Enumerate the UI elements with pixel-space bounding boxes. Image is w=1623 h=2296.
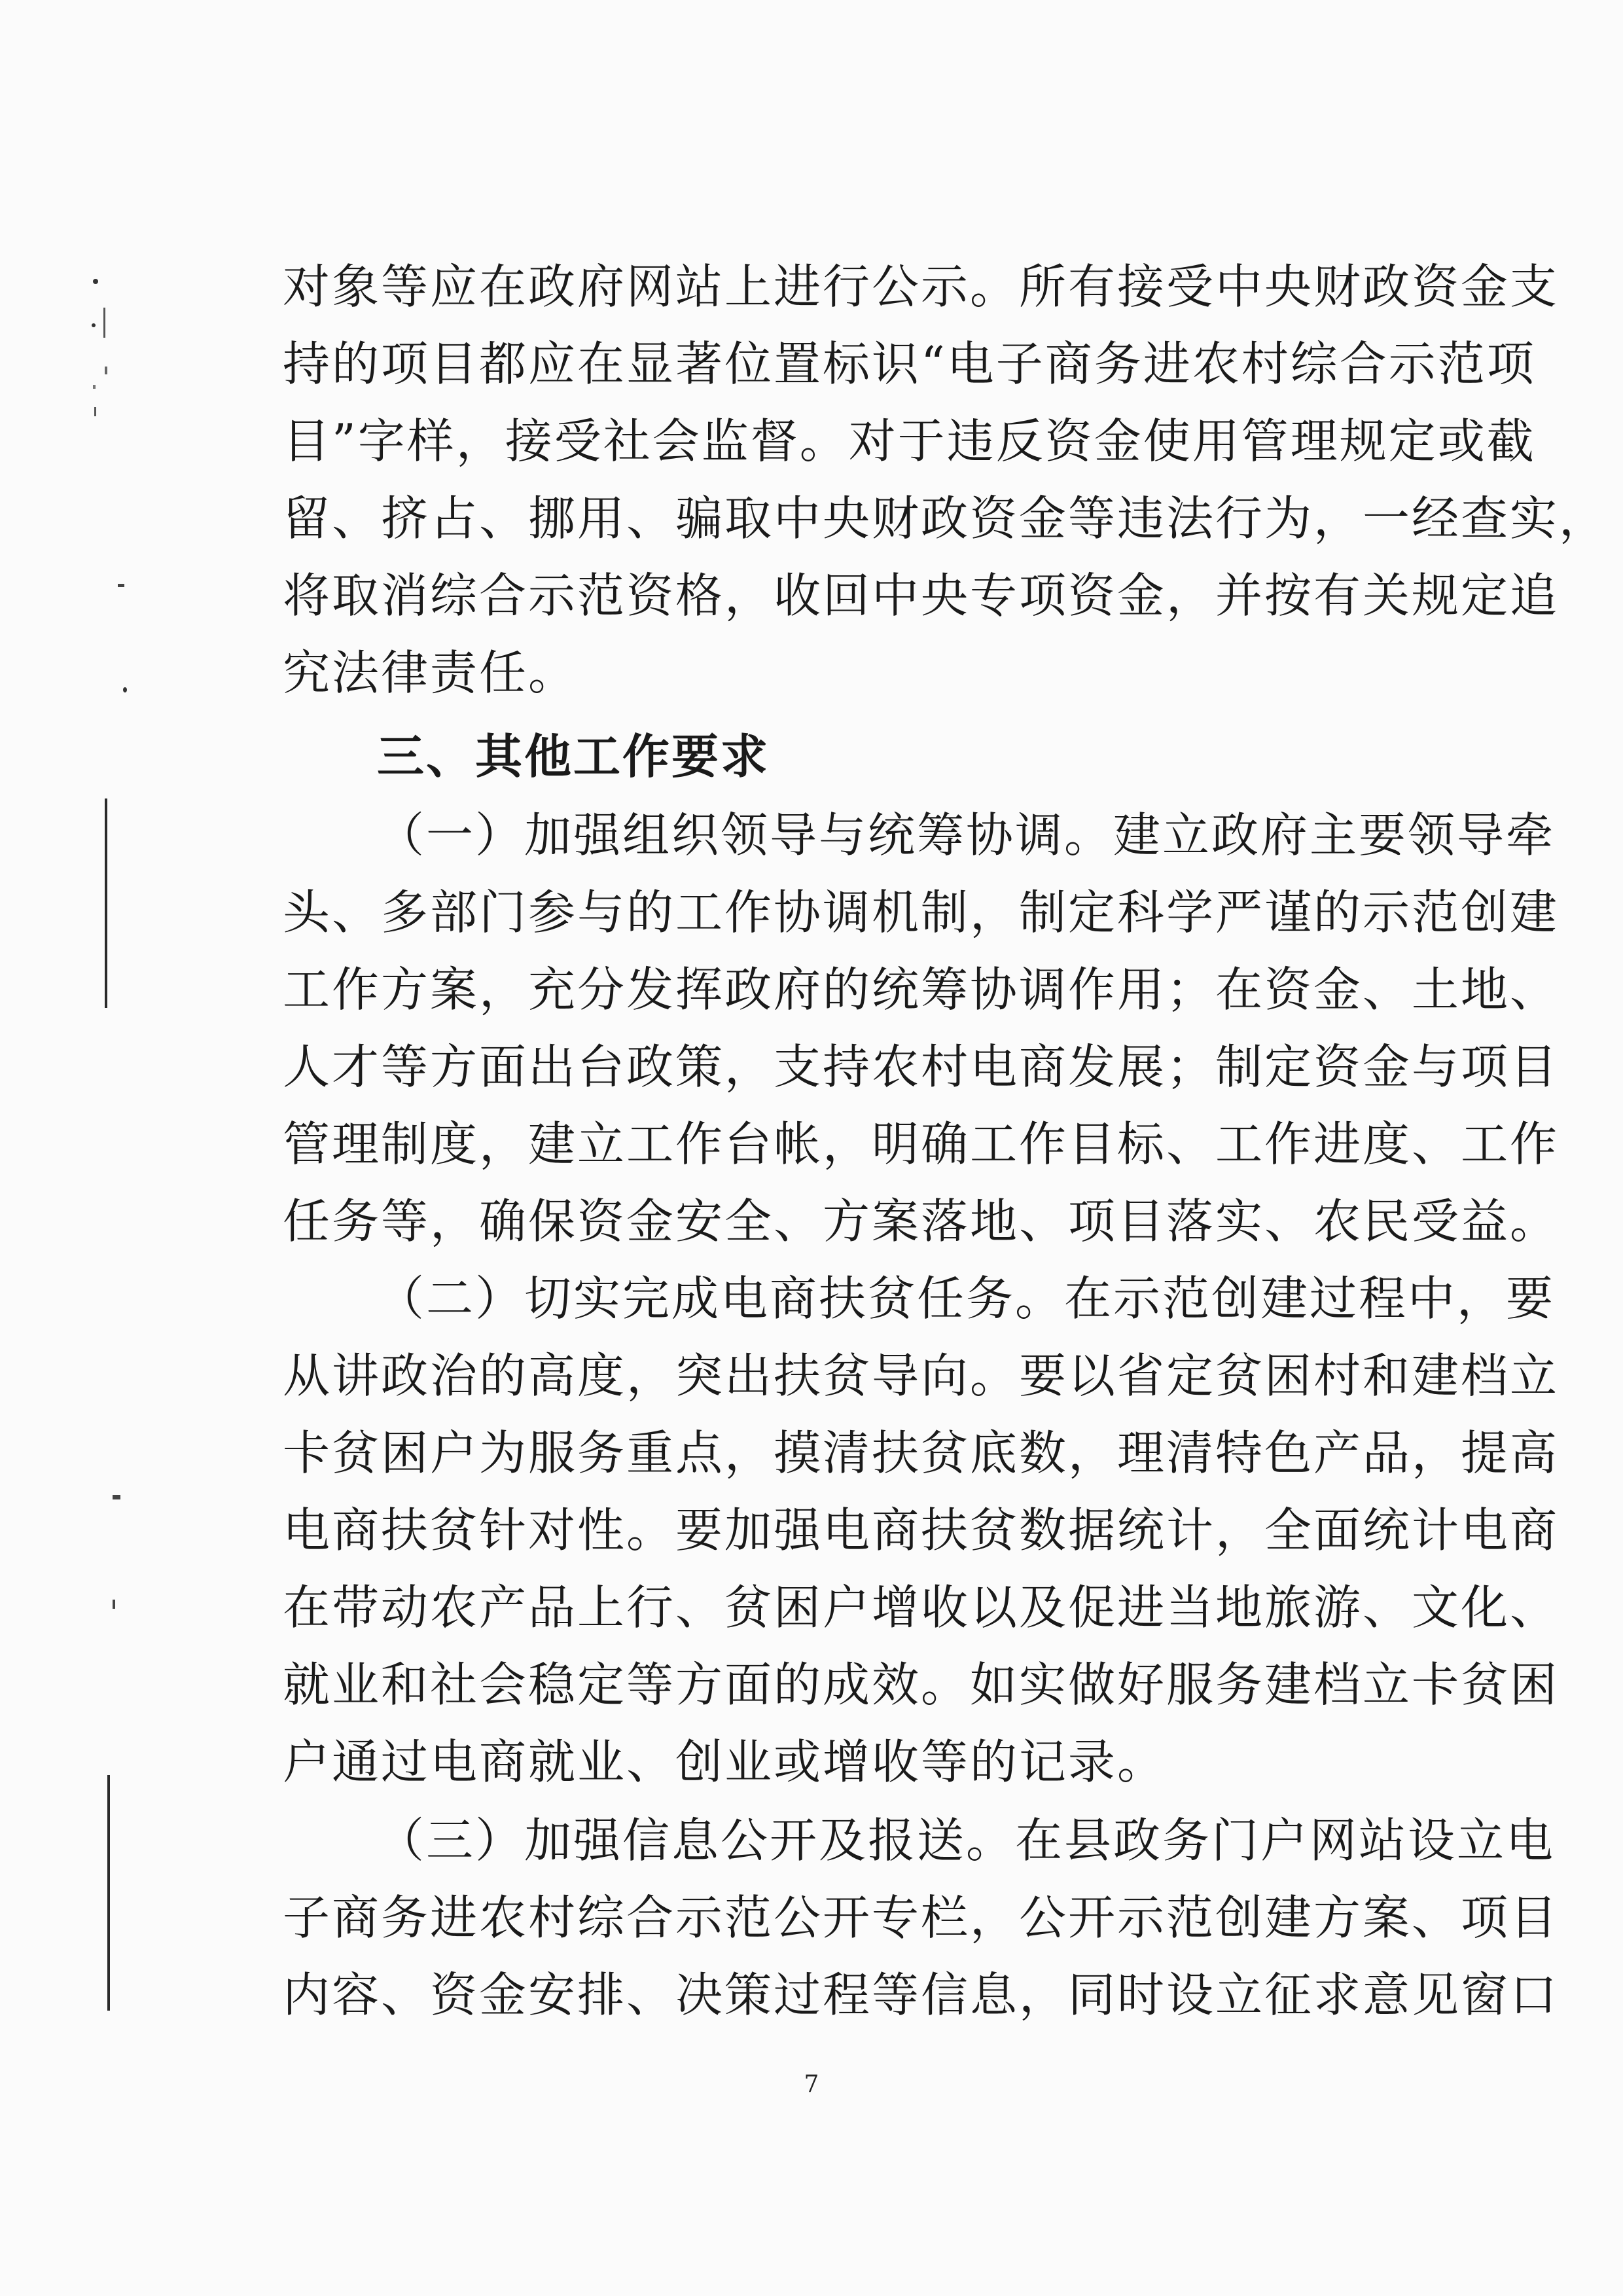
scan-mark bbox=[105, 367, 107, 374]
text-line: 对象等应在政府网站上进行公示。所有接受中央财政资金支 bbox=[283, 259, 1560, 314]
text-line: 卡贫困户为服务重点，摸清扶贫底数，理清特色产品，提高 bbox=[283, 1426, 1560, 1480]
text-line: 就业和社会稳定等方面的成效。如实做好服务建档立卡贫困 bbox=[283, 1657, 1560, 1712]
text-line: 从讲政治的高度，突出扶贫导向。要以省定贫困村和建档立 bbox=[283, 1348, 1560, 1403]
scan-mark bbox=[113, 1495, 120, 1499]
text-line: 任务等，确保资金安全、方案落地、项目落实、农民受益。 bbox=[283, 1194, 1560, 1249]
page-number: 7 bbox=[804, 2071, 819, 2098]
text-line: 持的项目都应在显著位置标识“电子商务进农村综合示范项 bbox=[283, 336, 1536, 391]
text-line: 究法律责任。 bbox=[283, 645, 578, 700]
paragraph-start: （二）切实完成电商扶贫任务。在示范创建过程中，要 bbox=[377, 1271, 1556, 1326]
text-line: 在带动农产品上行、贫困户增收以及促进当地旅游、文化、 bbox=[283, 1580, 1560, 1635]
scan-mark bbox=[93, 385, 96, 389]
scan-mark bbox=[92, 323, 96, 327]
scan-mark bbox=[94, 407, 96, 416]
text-line: 头、多部门参与的工作协调机制，制定科学严谨的示范创建 bbox=[283, 885, 1560, 940]
text-line: 电商扶贫针对性。要加强电商扶贫数据统计，全面统计电商 bbox=[283, 1503, 1560, 1558]
text-line: 户通过电商就业、创业或增收等的记录。 bbox=[283, 1734, 1167, 1789]
text-line: 子商务进农村综合示范公开专栏，公开示范创建方案、项目 bbox=[283, 1890, 1560, 1945]
scan-edge-line bbox=[105, 798, 107, 1008]
scan-mark bbox=[93, 279, 98, 284]
section-heading: 三、其他工作要求 bbox=[377, 729, 770, 784]
text-line: 工作方案，充分发挥政府的统筹协调作用；在资金、土地、 bbox=[283, 962, 1560, 1017]
text-line: 将取消综合示范资格，收回中央专项资金，并按有关规定追 bbox=[283, 568, 1560, 623]
text-line: 人才等方面出台政策，支持农村电商发展；制定资金与项目 bbox=[283, 1039, 1560, 1094]
scan-edge-line bbox=[107, 1775, 110, 2011]
scan-mark bbox=[123, 687, 127, 692]
text-line: 留、挤占、挪用、骗取中央财政资金等违法行为，一经查实， bbox=[283, 491, 1609, 546]
scan-mark bbox=[103, 308, 105, 338]
scan-mark bbox=[118, 584, 124, 587]
paragraph-start: （三）加强信息公开及报送。在县政务门户网站设立电 bbox=[377, 1813, 1556, 1868]
paragraph-start: （一）加强组织领导与统筹协调。建立政府主要领导牵 bbox=[377, 808, 1556, 863]
scan-mark bbox=[113, 1600, 115, 1609]
text-line: 目”字样，接受社会监督。对于违反资金使用管理规定或截 bbox=[283, 414, 1536, 469]
text-line: 管理制度，建立工作台帐，明确工作目标、工作进度、工作 bbox=[283, 1117, 1560, 1172]
text-line: 内容、资金安排、决策过程等信息，同时设立征求意见窗口 bbox=[283, 1967, 1560, 2022]
